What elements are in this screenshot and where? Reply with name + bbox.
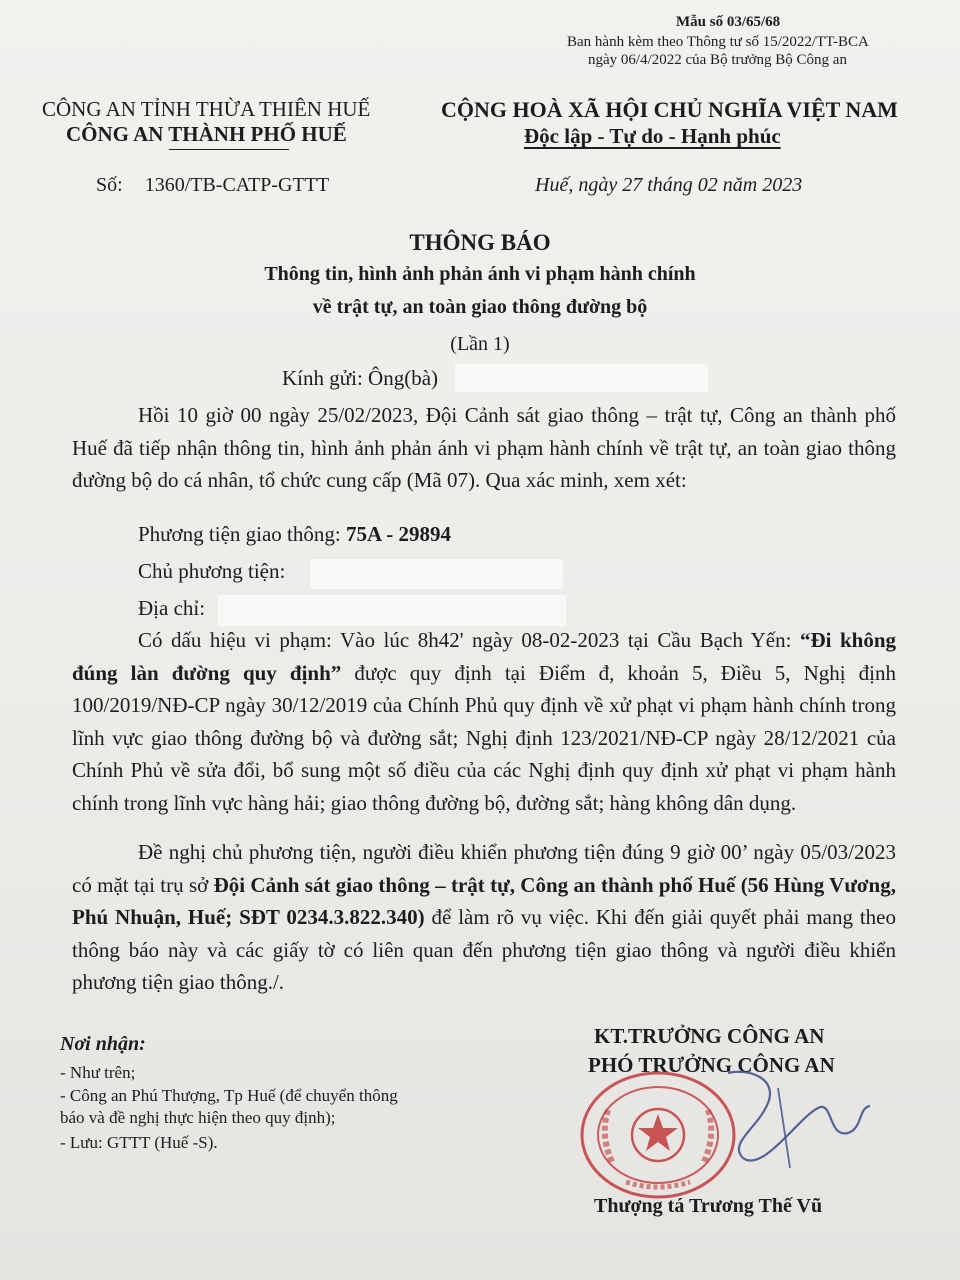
recipient-item: - Lưu: GTTT (Huế -S). (60, 1133, 218, 1152)
document-title: THÔNG BÁO (409, 230, 551, 255)
signer-authority-1: KT.TRƯỞNG CÔNG AN (594, 1024, 825, 1048)
form-issuance-line-1: Ban hành kèm theo Thông tư số 15/2022/TT-BCA (567, 34, 869, 50)
document-number-label: Số: (96, 174, 123, 196)
recipient-item: báo và đề nghị thực hiện theo quy định); (60, 1108, 336, 1127)
address-row: Địa chỉ: (138, 596, 206, 620)
parent-agency: CÔNG AN TỈNH THỪA THIÊN HUẾ (42, 97, 371, 121)
form-issuance-line-2: ngày 06/4/2022 của Bộ trưởng Bộ Công an (588, 52, 847, 68)
handwritten-signature-icon (708, 1048, 878, 1178)
document-number-value: 1360/TB-CATP-GTTT (144, 174, 330, 196)
redacted-owner (310, 559, 563, 589)
paragraph-violation (72, 624, 896, 819)
signer-authority-2: PHÓ TRƯỞNG CÔNG AN (588, 1053, 835, 1077)
recipient-item: - Công an Phú Thượng, Tp Huế (để chuyển thông (60, 1086, 398, 1105)
redacted-recipient (455, 364, 708, 392)
document-subtitle-2: về trật tự, an toàn giao thông đường bộ (312, 296, 648, 318)
national-title: CỘNG HOÀ XÃ HỘI CHỦ NGHĨA VIỆT NAM (441, 97, 898, 122)
document-date: Huế, ngày 27 tháng 02 năm 2023 (535, 174, 803, 196)
signer-name: Thượng tá Trương Thế Vũ (594, 1195, 823, 1217)
request-location: Đội Cảnh sát giao thông – trật tự, Công an thành phố Huế (56 Hùng Vương, Phú Nhuận, Huế; SĐT 0234.3.822.340) (72, 872, 896, 929)
paragraph-intro: Hồi 10 giờ 00 ngày 25/02/2023, Đội Cảnh sát giao thông – trật tự, Công an thành phố Huế đã tiếp nhận thông tin, hình ảnh phản ánh vi phạm hành chính về trật tự, an toàn giao thông đường bộ do cá nhân, tổ chức cung cấp (Mã 07). Qua xác minh, xem xét: (72, 403, 896, 492)
vehicle-label: Phương tiện giao thông: (138, 522, 341, 546)
recipient-item: - Như trên; (60, 1063, 136, 1082)
national-motto: Độc lập - Tự do - Hạnh phúc (524, 124, 781, 148)
document-subtitle-1: Thông tin, hình ảnh phản ánh vi phạm hành chính (264, 263, 696, 285)
violation-text-2: được quy định tại Điểm đ, khoản 5, Điều 5, Nghị định 100/2019/NĐ-CP ngày 30/12/2019 của Chính Phủ quy định về xử phạt vi phạm hành chính trong lĩnh vực giao thông đường bộ và đường sắt; Nghị định 123/2021/NĐ-CP ngày 28/12/2021 của Chính Phủ về sửa đổi, bổ sung một số điều của các Nghị định quy định xử phạt vi phạm hành chính trong lĩnh vực hàng hải; giao thông đường bộ, đường sắt; hàng không dân dụng. (72, 660, 897, 815)
vehicle-plate: 75A - 29894 (345, 522, 451, 546)
notice-round: (Lần 1) (450, 333, 510, 355)
form-number: Mẫu số 03/65/68 (676, 14, 781, 30)
issuing-agency: CÔNG AN THÀNH PHỐ HUẾ (66, 122, 347, 146)
request-text-2: để làm rõ vụ việc. Khi đến giải quyết phải mang theo thông báo này và các giấy tờ có liên quan đến phương tiện giao thông và người điều khiển phương tiện giao thông./. (72, 905, 897, 994)
owner-row: Chủ phương tiện: (138, 559, 286, 583)
recipient-salutation: Kính gửi: Ông(bà) (282, 366, 439, 390)
violation-name: “Đi không đúng làn đường quy định” (72, 628, 896, 685)
paragraph-request (72, 836, 896, 999)
vehicle-row (138, 522, 451, 547)
redacted-address (218, 595, 566, 626)
recipients-heading: Nơi nhận: (60, 1033, 146, 1055)
request-text-1: Đề nghị chủ phương tiện, người điều khiển phương tiện đúng 9 giờ 00’ ngày 05/03/2023 có mặt tại trụ sở (72, 840, 896, 897)
agency-underline (169, 149, 289, 150)
violation-text-1: Có dấu hiệu vi phạm: Vào lúc 8h42' ngày 08-02-2023 tại Cầu Bạch Yến: (138, 628, 800, 652)
document-number (96, 174, 329, 197)
